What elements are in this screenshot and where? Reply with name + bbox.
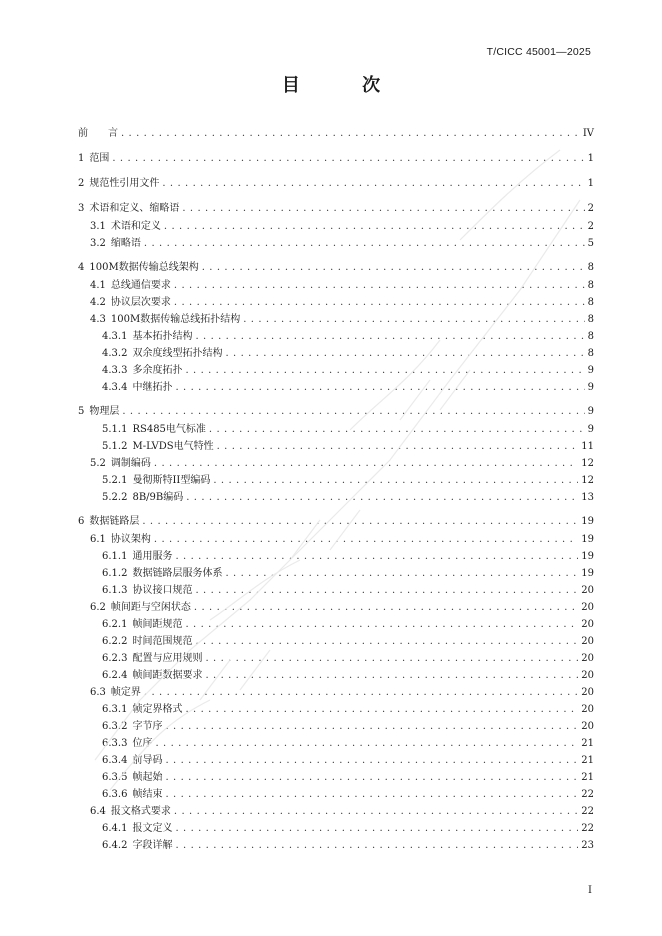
toc-entry[interactable]	[78, 512, 594, 531]
toc-leader-dots	[162, 174, 584, 193]
toc-entry-label: 基本拓扑结构	[132, 331, 193, 342]
toc-entry[interactable]	[78, 258, 594, 277]
toc-entry-number: 4.2	[90, 297, 106, 308]
toc-entry-page: 19	[581, 534, 594, 545]
toc-entry[interactable]	[78, 472, 594, 489]
toc-leader-dots	[175, 837, 578, 854]
toc-entry-page: 20	[581, 687, 594, 698]
toc-leader-dots	[165, 769, 578, 786]
toc-entry-page: 22	[581, 806, 594, 817]
toc-entry-number: 5.1.2	[102, 441, 128, 452]
toc-entry[interactable]	[78, 149, 594, 168]
toc-leader-dots	[195, 633, 578, 650]
toc-entry[interactable]	[78, 667, 594, 684]
toc-entry-page: 9	[587, 365, 594, 376]
toc-entry-page: 8	[587, 280, 594, 291]
toc-entry-number: 5	[78, 406, 85, 417]
toc-entry[interactable]	[78, 718, 594, 735]
toc-entry[interactable]	[78, 455, 594, 472]
toc-entry[interactable]	[78, 421, 594, 438]
toc-leader-dots	[154, 531, 578, 548]
toc-entry[interactable]	[78, 820, 594, 837]
toc-entry-label: 通用服务	[132, 551, 173, 562]
toc-entry-label: 字节序	[132, 721, 163, 732]
toc-entry-label: 帧间距规范	[132, 619, 183, 630]
toc-entry[interactable]	[78, 786, 594, 803]
toc-entry-page: 1	[587, 153, 594, 164]
toc-entry-number: 6.3.6	[102, 789, 128, 800]
toc-entry-label: 时间范围规范	[132, 636, 193, 647]
toc-entry-page: 8	[587, 331, 594, 342]
toc-entry-number: 6.3.2	[102, 721, 128, 732]
toc-leader-dots	[144, 235, 585, 252]
toc-entry-number: 1	[78, 153, 85, 164]
toc-entry-number: 6.4.1	[102, 823, 128, 834]
toc-entry-number: 5.2.2	[102, 492, 128, 503]
toc-entry-number: 4.3.1	[102, 331, 128, 342]
toc-leader-dots	[202, 258, 585, 277]
toc-entry[interactable]	[78, 752, 594, 769]
toc-entry-number: 5.1.1	[102, 424, 128, 435]
toc-leader-dots	[122, 402, 584, 421]
toc-entry-label: 前导码	[132, 755, 163, 766]
toc-entry[interactable]	[78, 362, 594, 379]
toc-entry-label: 协议层次要求	[110, 297, 171, 308]
toc-entry-label: 总线通信要求	[110, 280, 171, 291]
toc-entry-page: 1	[587, 178, 594, 189]
toc-entry-page: 23	[581, 840, 594, 851]
toc-entry-number: 4.3.2	[102, 348, 128, 359]
toc-entry-label: 范围	[89, 153, 110, 164]
toc-entry-number: 6.2.1	[102, 619, 128, 630]
toc-entry-label: 调制编码	[110, 458, 151, 469]
toc-entry[interactable]	[78, 489, 594, 506]
toc-entry-label: 数据链路层	[89, 516, 140, 527]
toc-entry-number: 6.2	[90, 602, 106, 613]
toc-entry[interactable]	[78, 599, 594, 616]
toc-leader-dots	[175, 548, 578, 565]
toc-entry-number: 4.3.4	[102, 382, 128, 393]
toc-entry-label: 术语和定义、缩略语	[89, 203, 180, 214]
toc-entry-number: 6	[78, 516, 85, 527]
toc-leader-dots	[225, 345, 584, 362]
toc-entry-number: 5.2.1	[102, 475, 128, 486]
toc-entry[interactable]	[78, 531, 594, 548]
toc-leader-dots	[182, 199, 584, 218]
toc-leader-dots	[185, 701, 578, 718]
toc-entry-number: 6.4.2	[102, 840, 128, 851]
toc-entry[interactable]	[78, 582, 594, 599]
toc-leader-dots	[195, 582, 578, 599]
toc-leader-dots	[174, 294, 585, 311]
toc-leader-dots	[174, 803, 578, 820]
toc-leader-dots	[205, 667, 578, 684]
toc-entry-label: 协议架构	[110, 534, 151, 545]
toc-entry-page: 8	[587, 262, 594, 273]
toc-entry[interactable]	[78, 548, 594, 565]
toc-leader-dots	[174, 277, 585, 294]
toc-entry-number: 6.1.3	[102, 585, 128, 596]
toc-entry-page: 9	[587, 382, 594, 393]
toc-entry-number: 5.2	[90, 458, 106, 469]
toc-entry[interactable]	[78, 402, 594, 421]
toc-entry-label: 术语和定义	[110, 221, 161, 232]
toc-entry-page: 13	[581, 492, 594, 503]
toc-entry-label: 报文格式要求	[110, 806, 171, 817]
toc-entry-page: 20	[581, 704, 594, 715]
toc-entry-number: 6.3.5	[102, 772, 128, 783]
toc-entry-page: 5	[587, 238, 594, 249]
toc-entry-number: 6.1.2	[102, 568, 128, 579]
toc-entry-page: 11	[581, 441, 594, 452]
toc-entry-label: 双余度线型拓扑结构	[132, 348, 223, 359]
toc-leader-dots	[154, 455, 578, 472]
toc-entry[interactable]	[78, 565, 594, 582]
table-of-contents	[78, 124, 594, 854]
toc-entry-page: 19	[581, 568, 594, 579]
toc-leader-dots	[165, 786, 578, 803]
toc-entry-page: 19	[581, 551, 594, 562]
toc-entry[interactable]	[78, 218, 594, 235]
toc-entry[interactable]	[78, 769, 594, 786]
toc-entry[interactable]	[78, 235, 594, 252]
toc-entry-page: 20	[581, 585, 594, 596]
toc-entry-page: 8	[587, 314, 594, 325]
toc-entry-number: 6.1.1	[102, 551, 128, 562]
toc-entry-page: 9	[587, 406, 594, 417]
toc-leader-dots	[175, 820, 578, 837]
toc-entry-number: 6.3.1	[102, 704, 128, 715]
toc-entry-label: 协议接口规范	[132, 585, 193, 596]
toc-entry-number: 6.1	[90, 534, 106, 545]
toc-entry[interactable]	[78, 701, 594, 718]
toc-entry-page: 21	[581, 738, 594, 749]
toc-leader-dots	[175, 379, 584, 396]
toc-entry-label: 帧间距与空闲状态	[110, 602, 191, 613]
document-code: T/CICC 45001—2025	[486, 46, 591, 58]
toc-entry-label: 100M数据传输总线架构	[89, 262, 199, 273]
toc-entry[interactable]	[78, 174, 594, 193]
toc-entry-page: 2	[587, 203, 594, 214]
toc-entry-number: 4.3	[90, 314, 106, 325]
toc-entry-number: 4.1	[90, 280, 106, 291]
toc-entry[interactable]	[78, 379, 594, 396]
toc-leader-dots	[185, 616, 578, 633]
toc-entry-number: 6.3.3	[102, 738, 128, 749]
toc-entry-page: 9	[587, 424, 594, 435]
toc-leader-dots	[112, 149, 584, 168]
toc-entry-number: 6.2.3	[102, 653, 128, 664]
toc-entry-number: 6.3.4	[102, 755, 128, 766]
toc-entry[interactable]	[78, 803, 594, 820]
toc-leader-dots	[195, 328, 584, 345]
toc-entry-page: 20	[581, 636, 594, 647]
toc-entry-page: 20	[581, 721, 594, 732]
toc-entry-page: 8	[587, 348, 594, 359]
toc-entry-page: 20	[581, 653, 594, 664]
toc-entry-label: 帧起始	[132, 772, 163, 783]
toc-entry-label: 前 言	[78, 128, 118, 139]
toc-entry-number: 2	[78, 178, 85, 189]
toc-entry-number: 6.2.4	[102, 670, 128, 681]
toc-entry[interactable]	[78, 311, 594, 328]
toc-entry-label: 中继拓扑	[132, 382, 173, 393]
toc-leader-dots	[225, 565, 578, 582]
toc-entry-label: 帧间距数据要求	[132, 670, 203, 681]
toc-entry-number: 6.2.2	[102, 636, 128, 647]
toc-entry-number: 3.1	[90, 221, 106, 232]
toc-entry[interactable]	[78, 328, 594, 345]
toc-entry-label: M-LVDS电气特性	[132, 441, 214, 452]
toc-leader-dots	[213, 472, 578, 489]
toc-leader-dots	[165, 718, 578, 735]
toc-entry-number: 3	[78, 203, 85, 214]
toc-entry-label: 数据链路层服务体系	[132, 568, 223, 579]
toc-entry[interactable]	[78, 199, 594, 218]
toc-entry-label: 规范性引用文件	[89, 178, 160, 189]
toc-entry-label: 曼彻斯特II型编码	[132, 475, 211, 486]
toc-entry[interactable]	[78, 438, 594, 455]
toc-entry-page: 12	[581, 475, 594, 486]
toc-entry[interactable]	[78, 837, 594, 854]
toc-entry-number: 6.4	[90, 806, 106, 817]
toc-entry[interactable]	[78, 277, 594, 294]
toc-entry-page: 8	[587, 297, 594, 308]
toc-entry-page: 22	[581, 823, 594, 834]
page-title: 目 次	[281, 75, 409, 96]
toc-entry-label: 8B/9B编码	[132, 492, 184, 503]
toc-leader-dots	[217, 438, 579, 455]
toc-entry-label: 字段详解	[132, 840, 173, 851]
toc-leader-dots	[194, 599, 578, 616]
toc-entry-label: 100M数据传输总线拓扑结构	[110, 314, 241, 325]
toc-entry-label: RS485电气标准	[132, 424, 206, 435]
toc-entry-page: 19	[581, 516, 594, 527]
toc-entry[interactable]	[78, 633, 594, 650]
toc-entry-label: 物理层	[89, 406, 120, 417]
toc-entry-label: 报文定义	[132, 823, 173, 834]
toc-entry[interactable]	[78, 345, 594, 362]
page-number: I	[588, 885, 592, 896]
toc-leader-dots	[142, 512, 578, 531]
toc-entry-number: 6.3	[90, 687, 106, 698]
toc-entry-label: 帧定界格式	[132, 704, 183, 715]
toc-leader-dots	[121, 124, 580, 143]
toc-entry-page: 21	[581, 772, 594, 783]
toc-leader-dots	[185, 362, 584, 379]
toc-entry-number: 4.3.3	[102, 365, 128, 376]
toc-entry[interactable]	[78, 735, 594, 752]
toc-entry-label: 多余度拓扑	[132, 365, 183, 376]
toc-entry-label: 帧结束	[132, 789, 163, 800]
toc-entry[interactable]	[78, 684, 594, 701]
toc-leader-dots	[209, 421, 585, 438]
toc-entry-page: 22	[581, 789, 594, 800]
toc-entry-page: 2	[587, 221, 594, 232]
toc-entry-label: 帧定界	[110, 687, 141, 698]
toc-entry-page: 20	[581, 602, 594, 613]
toc-leader-dots	[155, 735, 578, 752]
toc-entry-label: 配置与应用规则	[132, 653, 203, 664]
toc-entry-number: 3.2	[90, 238, 106, 249]
toc-entry[interactable]	[78, 294, 594, 311]
toc-entry-page: IV	[582, 128, 594, 139]
toc-entry-page: 12	[581, 458, 594, 469]
toc-entry[interactable]	[78, 616, 594, 633]
toc-entry-page: 20	[581, 619, 594, 630]
toc-leader-dots	[205, 650, 578, 667]
toc-entry-number: 4	[78, 262, 85, 273]
toc-entry-label: 缩略语	[110, 238, 141, 249]
toc-leader-dots	[165, 752, 578, 769]
toc-entry[interactable]	[78, 650, 594, 667]
toc-entry-page: 20	[581, 670, 594, 681]
toc-leader-dots	[243, 311, 584, 328]
toc-leader-dots	[164, 218, 585, 235]
toc-leader-dots	[186, 489, 578, 506]
toc-entry[interactable]	[78, 124, 594, 143]
toc-entry-label: 位序	[132, 738, 153, 749]
toc-entry-page: 21	[581, 755, 594, 766]
toc-leader-dots	[144, 684, 578, 701]
